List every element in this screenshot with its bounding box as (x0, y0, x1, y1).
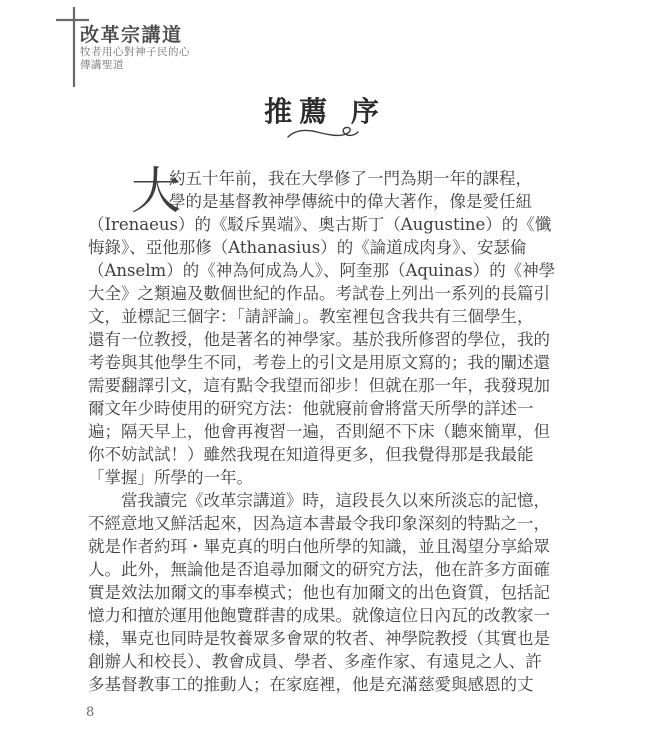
flourish-ornament (285, 124, 365, 148)
text-line: 爾文年少時使用的研究方法：他就寢前會將當天所學的詳述一 (88, 399, 534, 418)
text-line: 憶力和擅於運用他飽覽群書的成果。就像這位日內瓦的改教家一 (88, 606, 550, 625)
text-line: 人。此外，無論他是否追尋加爾文的研究方法，他在許多方面確 (88, 560, 550, 579)
body-text (88, 162, 570, 696)
text-line: 悔錄》、亞他那修（Athanasius）的《論道成肉身》、安瑟倫 (88, 238, 527, 257)
text-line: 大全》之類遍及數個世紀的作品。考試卷上列出一系列的長篇引 (88, 284, 550, 303)
paragraph-2 (88, 489, 570, 696)
brand-subtitle-2: 傳講聖道 (80, 59, 124, 71)
text-line: （Anselm）的《神為何成為人》、阿奎那（Aquinas）的《神學 (88, 261, 556, 280)
brand-block (80, 25, 190, 72)
text-line: 約五十年前，我在大學修了一門為期一年的課程， (169, 169, 532, 188)
chapter-title: 推薦 序 (264, 95, 386, 128)
text-line: 樣，畢克也同時是牧養眾多會眾的牧者、神學院教授（其實也是 (88, 629, 550, 648)
text-line: 學的是基督教神學傳統中的偉大著作，像是愛任紐 (169, 192, 532, 211)
text-line: 就是作者約珥・畢克真的明白他所學的知識，並且渴望分享給眾 (88, 537, 550, 556)
text-line: 需要翻譯引文，這有點令我望而卻步！但就在那一年，我發現加 (88, 376, 550, 395)
text-line: 考卷與其他學生不同，考卷上的引文是用原文寫的；我的闡述還 (88, 353, 550, 372)
text-line: 還有一位教授，他是著名的神學家。基於我所修習的學位，我的 (88, 330, 550, 349)
paragraph-1 (88, 162, 570, 489)
text-line: 當我讀完《改革宗講道》時，這段長久以來所淡忘的記憶， (121, 491, 550, 510)
text-line: 你不妨試試！）雖然我現在知道得更多，但我覺得那是我最能 (88, 445, 534, 464)
text-line: 遍；隔天早上，他會再複習一遍，否則絕不下床（聽來簡單，但 (88, 422, 550, 441)
dropcap: 大 (131, 162, 181, 220)
page-number: 8 (86, 705, 95, 720)
text-line: 文，並標記三個字：「請評論」。教室裡包含我共有三個學生， (88, 307, 534, 326)
text-line: （Irenaeus）的《駁斥異端》、奧古斯丁（Augustine）的《懺 (88, 215, 552, 234)
text-line: 不經意地又鮮活起來，因為這本書最令我印象深刻的特點之一， (88, 514, 550, 533)
text-line: 創辦人和校長）、教會成員、學者、多產作家、有遠見之人、許 (88, 652, 542, 671)
text-line: 實是效法加爾文的事奉模式；他也有加爾文的出色資質，包括記 (88, 583, 550, 602)
text-line: 多基督教事工的推動人；在家庭裡，他是充滿慈愛與感恩的丈 (88, 675, 534, 694)
text-line: 「掌握」所學的一年。 (88, 468, 253, 487)
brand-subtitle-1: 牧者用心對神子民的心 (80, 46, 190, 58)
brand-title: 改革宗講道 (80, 25, 183, 46)
